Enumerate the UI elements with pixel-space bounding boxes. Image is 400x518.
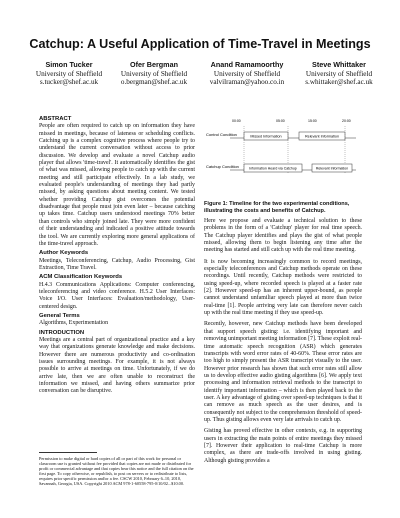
author-affiliation: University of Sheffield (120, 69, 188, 78)
time-label: 00:00 (232, 119, 241, 123)
paragraph: Here we propose and evaluate a technical solution to these problems in the form of a 'Catchup' player for real time speech. The Catchup player identifies and plays the gist of what people missed, allowing them to begin listening any time after the meeting has started and still catch up with the real time meeting. (204, 218, 362, 254)
catchup-info-label: Information Heard via Catchup (249, 166, 297, 171)
abstract-text: People are often required to catch up on information they have missed in meetings, because of lateness or scheduling conflicts. Catching up is a complex cognitive process where people try to understand the current conversation without access to prior discussion. We develop and evaluate a novel Catchup audio player that allows 'time-travel'. It automatically identifies the gist of what was missed, allowing people to catch up with the current meeting and still participate effectively. In a lab study, we evaluated people's understanding of meetings they had partly missed, by asking questions about meeting content. We tested whether providing Catchup gist overcomes the potential disadvantage that people must join even later – because catching up takes time. Catchup users understood meetings 70% better than controls who simply joined late. They were more confident of their understanding and indicated a positive attitude towards the tool. We are currently exploring more general applications of the time-travel approach. (39, 123, 195, 247)
author-name: Steve Whittaker (312, 60, 366, 69)
footnote-rule (39, 452, 97, 453)
timeline-figure (204, 112, 362, 200)
author-block (198, 61, 296, 87)
general-terms-text: Algorithms, Experimentation (39, 320, 109, 327)
author-block (20, 61, 118, 87)
figure-caption: Figure 1: Timeline for the two experimental conditions, illustrating the costs and benefits of Catchup. (204, 201, 350, 214)
author-email: o.bergman@shef.ac.uk (120, 78, 188, 87)
copyright-footnote: Permission to make digital or hard copies of all or part of this work for personal or classroom use is granted without fee provided that copies are not made or distributed for profit or commercial advantage and that copies bear this notice and the full citation on the first page. To copy otherwise, or republish, to post on servers or to redistribute to lists, requires prior specific permission and/or a fee. CSCW 2010, February 6–10, 2010, Savannah, Georgia, USA. Copyright 2010 ACM 978-1-60558-795-0/10/02...$10.00. (39, 456, 194, 487)
time-label: 20:00 (342, 119, 351, 123)
author-affiliation: University of Sheffield (213, 69, 281, 78)
missed-info-label: Missed Information (250, 134, 282, 139)
author-name: Simon Tucker (45, 60, 93, 69)
author-block (290, 61, 388, 87)
general-terms-heading: General Terms (39, 312, 80, 319)
catchup-relevant-label: Relevant Information (315, 166, 349, 171)
control-condition-label: Control Condition (206, 132, 237, 137)
acm-heading: ACM Classification Keywords (39, 274, 123, 281)
author-affiliation: University of Sheffield (35, 69, 103, 78)
relevant-info-label: Relevant Information (304, 134, 340, 139)
keywords-heading: Author Keywords (39, 250, 89, 257)
author-name: Ofer Bergman (130, 60, 178, 69)
catchup-condition-label: Catchup Condition (206, 164, 239, 169)
right-column (204, 218, 362, 465)
author-email: valvilraman@yahoo.co.in (209, 78, 285, 87)
introduction-text: Meetings are a central part of organizational practice and a key way that organizations generate knowledge and make decisions. However there are numerous productivity and co-ordination issues surrounding meetings. For example, it is not always possible to arrive at meetings on time. Unfortunately, if we do arrive late, then we are often unable to reconstruct the information we missed, and having others summarize prior conversation can be disruptive. (39, 336, 195, 395)
author-email: s.tucker@shef.ac.uk (39, 78, 99, 87)
introduction-heading: INTRODUCTION (39, 329, 85, 336)
left-column (39, 114, 195, 396)
paragraph: It is now becoming increasingly common to record meetings, especially teleconferences and Catchup methods operate on these recordings. Until recently, Catchup methods were restricted to using speed-up, where recorded speech is played at a faster rate [2]. However speed-up has an inherent upper-bound, as people cannot understand unfamiliar speech played at more than twice real-time [1]. People arriving very late can therefore never catch up with the real time meeting if they use speed-up. (204, 258, 362, 317)
acm-text: H.4.3 Communications Applications: Computer conferencing, teleconferencing and video conference. H.5.2 User Interfaces: Voice I/O. User Interfaces: Evaluation/methodology, User-centered design. (39, 281, 195, 310)
author-email: s.whittaker@shef.ac.uk (305, 78, 373, 87)
paragraph: Recently, however, new Catchup methods have been developed that support speech gisting: i.e. identifying important and removing unimportant meeting information [7]. These exploit real-time automatic speech recognition (ASR) which generates transcripts with word error rates of 40-60%. These error rates are too high to simply present the ASR transcript visually to the user. However prior research has shown that such error rates still allow us to develop effective audio gisting algorithms [6]. We apply text processing and information retrieval methods to the transcript to identify important information – which is then played back to the user. A key advantage of gisting over speed-up techniques is that it can remove as much speech as the user desires, and is consequently not subject to the comprehension threshold of speed-up. Thus gisting allows even very late arrivals to catch up. (204, 321, 362, 423)
author-affiliation: University of Sheffield (305, 69, 373, 78)
time-label: 15:00 (308, 119, 317, 123)
keywords-text: Meetings, Teleconferencing, Catchup, Audio Processing, Gist Extraction, Time Travel. (39, 257, 195, 271)
paper-title: Catchup: A Useful Application of Time-Travel in Meetings (29, 37, 371, 51)
time-label: 05:00 (276, 119, 285, 123)
author-block (105, 61, 203, 87)
author-name: Anand Ramamoorthy (210, 60, 284, 69)
paragraph: Gisting has proved effective in other contexts, e.g. in supporting users in extracting the main points of entire meetings they missed [7]. However their application to real-time Catchup is more complex, as there are trade-offs involved in using gisting. Although gisting provides a (204, 428, 362, 464)
abstract-heading: ABSTRACT (39, 116, 72, 122)
